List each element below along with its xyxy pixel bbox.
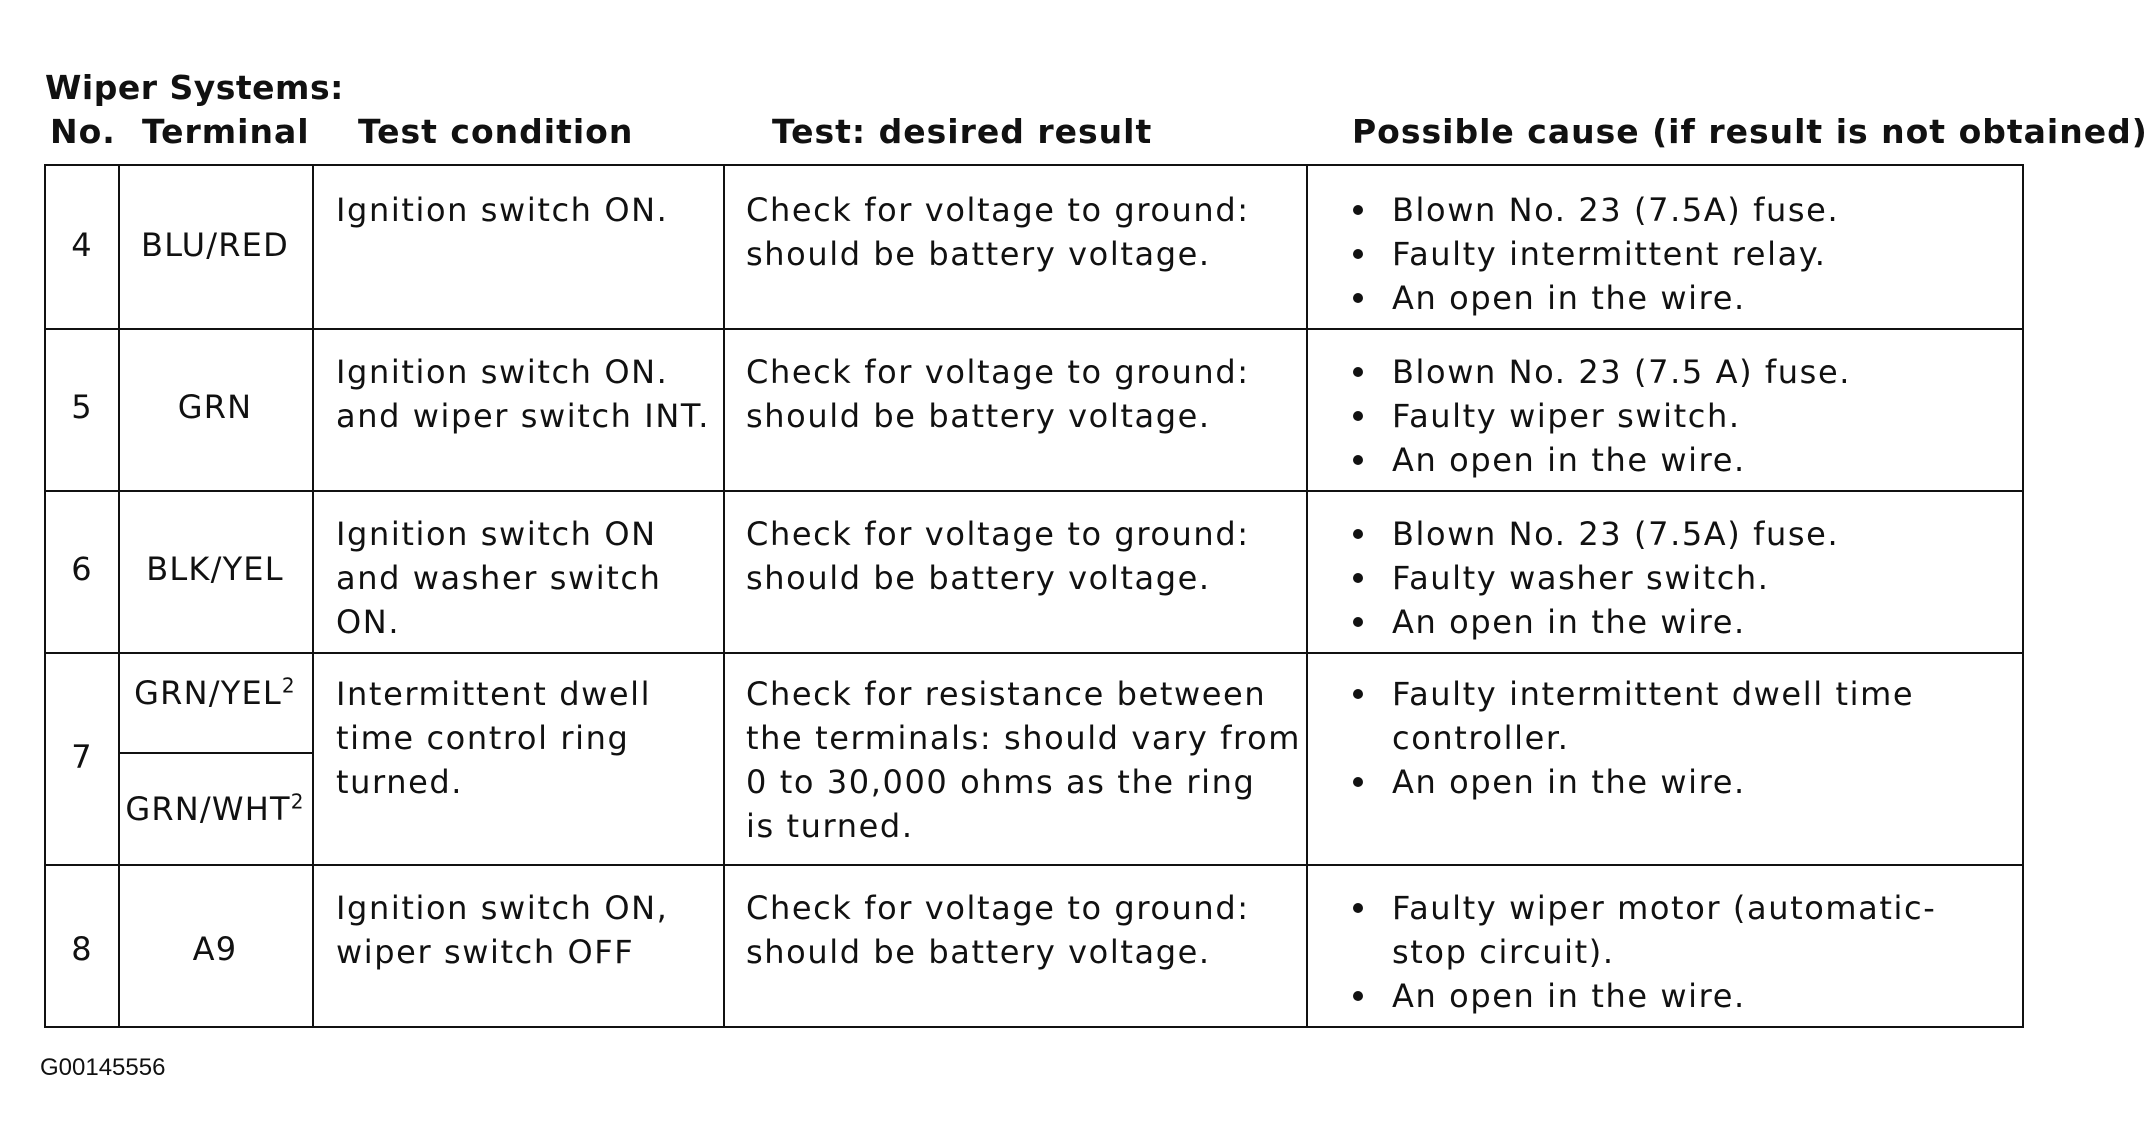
cause-list: [1348, 350, 1851, 482]
list-item: Blown No. 23 (7.5A) fuse.: [1348, 188, 1839, 232]
terminal-cell: BLK/YEL: [146, 550, 284, 588]
table-row: [46, 330, 2022, 492]
terminal-cell: GRN: [177, 388, 253, 426]
row-number: 8: [71, 930, 93, 968]
table-row: [46, 492, 2022, 654]
terminal-cell-b: GRN/WHT$^2$: [125, 789, 305, 828]
condition-cell: Ignition switch ON, wiper switch OFF: [336, 889, 669, 971]
list-item: Faulty wiper motor (automatic- stop circuit).: [1348, 886, 1936, 974]
cause-list: [1348, 886, 1936, 1018]
cause-list: [1348, 188, 1839, 320]
result-cell: Check for voltage to ground: should be battery voltage.: [746, 889, 1250, 971]
terminal-cell: A9: [192, 930, 238, 968]
condition-cell: Ignition switch ON and washer switch ON.: [336, 515, 662, 641]
table-row: [46, 166, 2022, 330]
result-cell: Check for voltage to ground: should be battery voltage.: [746, 353, 1250, 435]
figure-id: G00145556: [40, 1054, 166, 1081]
result-cell: Check for voltage to ground: should be battery voltage.: [746, 191, 1250, 273]
table-row: [46, 866, 2022, 1026]
result-cell: Check for voltage to ground: should be battery voltage.: [746, 515, 1250, 597]
header-no: No.: [50, 112, 116, 151]
list-item: Faulty intermittent relay.: [1348, 232, 1839, 276]
condition-cell: Ignition switch ON.: [336, 191, 669, 229]
table-row: [46, 654, 2022, 866]
list-item: An open in the wire.: [1348, 276, 1839, 320]
row-number: 4: [71, 226, 93, 264]
cause-list: [1348, 672, 1914, 804]
list-item: An open in the wire.: [1348, 760, 1914, 804]
row-number: 7: [71, 738, 93, 776]
wiper-systems-table: [44, 164, 2024, 1028]
condition-cell: Intermittent dwell time control ring turned.: [336, 675, 652, 801]
header-test-condition: Test condition: [358, 112, 634, 151]
header-possible-cause: Possible cause (if result is not obtained): [1352, 112, 2148, 151]
condition-cell: Ignition switch ON. and wiper switch INT.: [336, 353, 710, 435]
list-item: An open in the wire.: [1348, 438, 1851, 482]
result-cell: Check for resistance between the terminals: should vary from 0 to 30,000 ohms as the ring is turned.: [746, 675, 1302, 845]
cause-list: [1348, 512, 1839, 644]
row-number: 6: [71, 550, 93, 588]
header-desired-result: Test: desired result: [772, 112, 1153, 151]
table-title: Wiper Systems:: [45, 68, 344, 107]
list-item: Faulty washer switch.: [1348, 556, 1839, 600]
list-item: Blown No. 23 (7.5A) fuse.: [1348, 512, 1839, 556]
header-terminal: Terminal: [142, 112, 310, 151]
terminal-cell-a: GRN/YEL$^2$: [134, 673, 296, 712]
list-item: An open in the wire.: [1348, 974, 1936, 1018]
list-item: Faulty wiper switch.: [1348, 394, 1851, 438]
terminal-cell: BLU/RED: [141, 226, 289, 264]
row-number: 5: [71, 388, 93, 426]
list-item: Faulty intermittent dwell time controller.: [1348, 672, 1914, 760]
list-item: An open in the wire.: [1348, 600, 1839, 644]
list-item: Blown No. 23 (7.5 A) fuse.: [1348, 350, 1851, 394]
